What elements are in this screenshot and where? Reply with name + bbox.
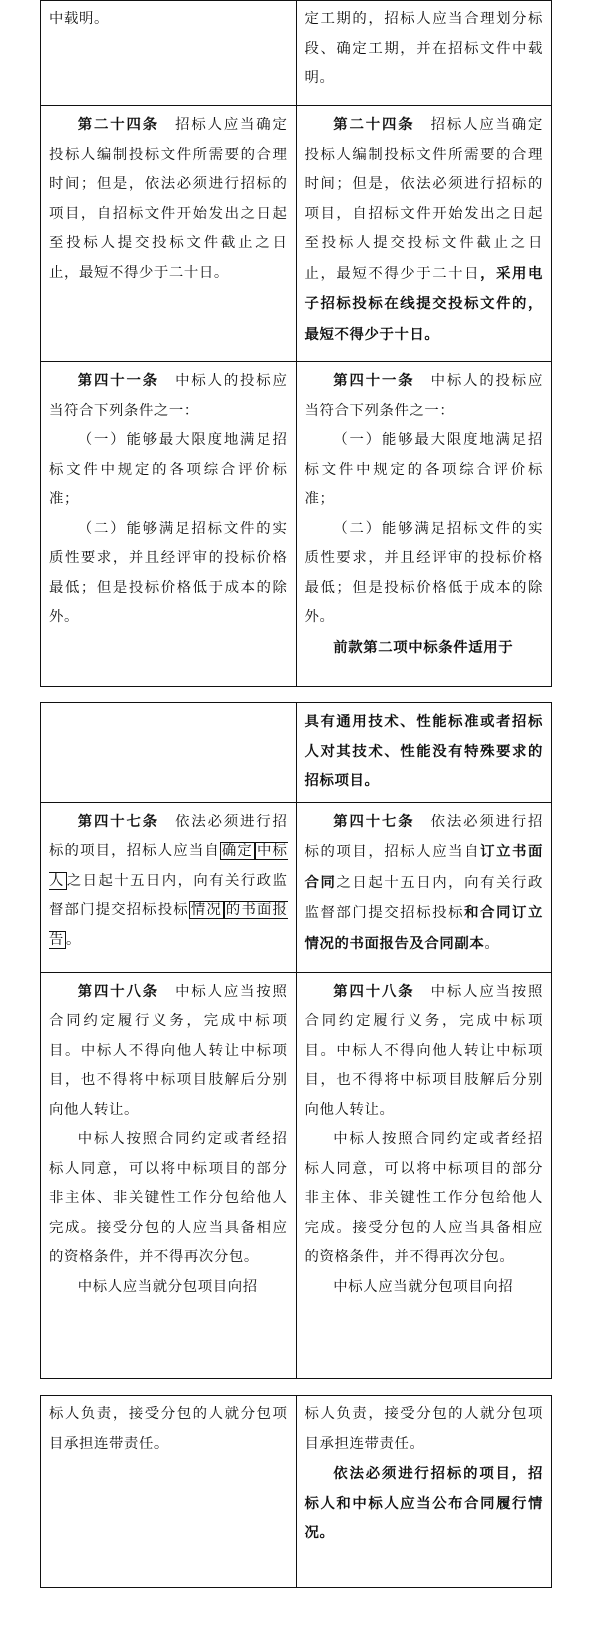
boxed-text: 情况 — [190, 902, 222, 918]
boxed-text: 的书面报告 — [49, 902, 288, 948]
article-paragraph: 中标人应当就分包项目向招 — [77, 1278, 258, 1295]
article-paragraph: 中标人按照合同约定或者经招标人同意，可以将中标项目的部分非主体、非关键性工作分包给他人完成。接受分包的人应当具备相应的资格条件，并不得再次分包。 — [49, 1131, 288, 1265]
article-text: 之日起十五日内，向有关行政监督部门提交招标投标 — [49, 872, 288, 918]
boxed-text: 确定 — [221, 843, 253, 859]
article-text: 。 — [66, 931, 81, 948]
amended-text: 依法必须进行招标的项目，招标人和中标人应当公布合同履行情况。 — [304, 1465, 543, 1541]
article-text: 。 — [484, 935, 500, 952]
article-text: 中标人应当按照合同约定履行义务，完成中标项目。中标人不得向他人转让中标项目，也不得将中标项目肢解后分别向他人转让。 — [49, 983, 288, 1118]
cell-original — [41, 802, 297, 972]
cell-original — [41, 972, 297, 1378]
article-number: 第二十四条 — [77, 116, 159, 133]
amended-text: 和合同订立情况的书面报告及合同副本 — [304, 904, 543, 952]
cell-text: 标人负责，接受分包的人就分包项目承担连带责任。 — [304, 1406, 543, 1452]
article-text: 之日起十五日内，向有关行政监督部门提交招标投标 — [304, 874, 543, 921]
clause-item-2: （二）能够满足招标文件的实质性要求，并且经评审的投标价格最低；但是投标价格低于成本的除外。 — [304, 520, 543, 625]
table-row — [41, 106, 552, 362]
cell-revised — [296, 1, 552, 106]
cell-revised — [296, 972, 552, 1378]
cell-original — [41, 1, 297, 106]
article-text: 依法必须进行招标的项目，招标人应当自 — [49, 813, 288, 859]
article-paragraph: 中标人按照合同约定或者经招标人同意，可以将中标项目的部分非主体、非关键性工作分包给他人完成。接受分包的人应当具备相应的资格条件，并不得再次分包。 — [304, 1131, 543, 1265]
article-text: 招标人应当确定投标人编制投标文件所需要的合理时间；但是，依法必须进行招标的项目，自招标文件开始发出之日起至投标人提交投标文件截止之日止，最短不得少于二十日。 — [49, 117, 288, 281]
cell-revised — [296, 802, 552, 972]
article-text: 中标人的投标应当符合下列条件之一： — [49, 373, 288, 419]
article-number: 第二十四条 — [333, 116, 415, 133]
cell-text: 定工期的，招标人应当合理划分标段、确定工期，并在招标文件中载明。 — [304, 11, 543, 86]
amended-text: 订立书面合同 — [304, 843, 543, 891]
table-row — [41, 362, 552, 687]
cell-original — [41, 106, 297, 362]
clause-item-2: （二）能够满足招标文件的实质性要求，并且经评审的投标价格最低；但是投标价格低于成本的除外。 — [49, 520, 288, 625]
amended-text: ，采用电子招标投标在线提交投标文件的，最短不得少于十日。 — [304, 264, 543, 343]
article-paragraph: 中标人应当就分包项目向招 — [333, 1278, 514, 1295]
cell-original — [41, 362, 297, 687]
cell-text: 中载明。 — [49, 11, 109, 27]
table-segment-3 — [40, 1395, 552, 1588]
table-row — [41, 703, 552, 803]
article-text: 招标人应当确定投标人编制投标文件所需要的合理时间；但是，依法必须进行招标的项目，自招标文件开始发出之日起至投标人提交投标文件截止之日止，最短不得少于二十日 — [304, 117, 543, 282]
article-number: 第四十一条 — [333, 372, 415, 389]
cell-revised — [296, 703, 552, 803]
cell-original — [41, 1396, 297, 1588]
article-text: 依法必须进行招标的项目，招标人应当自 — [304, 813, 543, 860]
cell-text: 标人负责，接受分包的人就分包项目承担连带责任。 — [49, 1406, 288, 1452]
cell-revised — [296, 1396, 552, 1588]
article-number: 第四十八条 — [333, 982, 415, 1000]
table-row — [41, 1, 552, 106]
table-segment-1 — [40, 0, 552, 687]
clause-item-1: （一）能够最大限度地满足招标文件中规定的各项综合评价标准； — [304, 432, 543, 507]
table-row — [41, 1396, 552, 1588]
amended-text: 前款第二项中标条件适用于 — [333, 638, 514, 656]
cell-revised — [296, 106, 552, 362]
boxed-text: 中标人 — [49, 843, 288, 889]
cell-original — [41, 703, 297, 803]
article-text: 中标人应当按照合同约定履行义务，完成中标项目。中标人不得向他人转让中标项目，也不得将中标项目肢解后分别向他人转让。 — [304, 983, 543, 1118]
amended-text: 具有通用技术、性能标准或者招标人对其技术、性能没有特殊要求的招标项目。 — [304, 713, 543, 789]
article-text: 中标人的投标应当符合下列条件之一： — [304, 373, 543, 419]
article-number: 第四十七条 — [77, 812, 159, 830]
article-number: 第四十八条 — [77, 982, 159, 1000]
table-row — [41, 972, 552, 1378]
table-segment-2 — [40, 702, 552, 1379]
table-row — [41, 802, 552, 972]
clause-item-1: （一）能够最大限度地满足招标文件中规定的各项综合评价标准； — [49, 432, 288, 507]
cell-revised — [296, 362, 552, 687]
article-number: 第四十七条 — [333, 812, 415, 830]
article-number: 第四十一条 — [77, 372, 159, 389]
